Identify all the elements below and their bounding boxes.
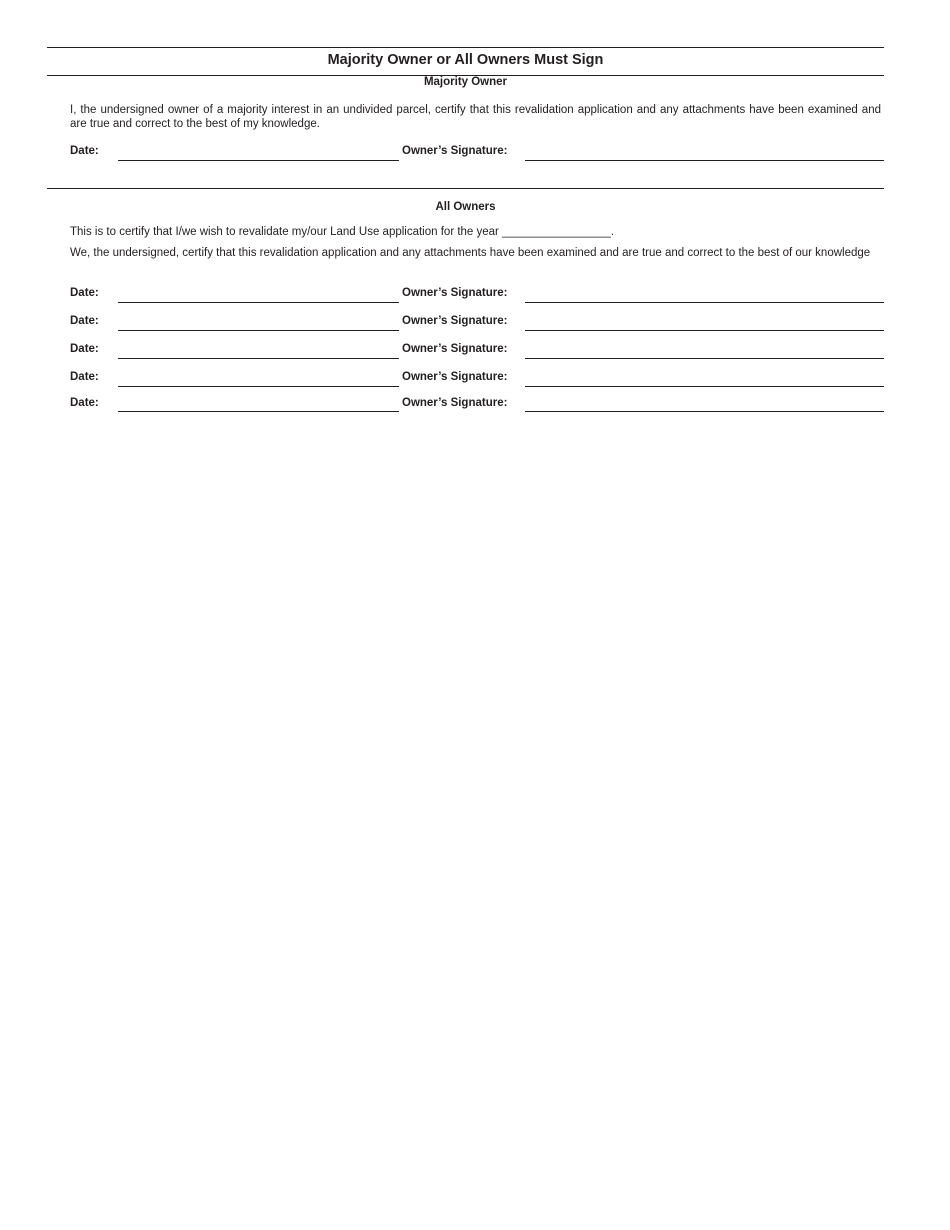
date-label: Date: [70,145,99,157]
date-label: Date: [70,343,99,355]
owner-signature-label: Owner’s Signature: [402,343,508,355]
date-field[interactable] [118,330,399,331]
owner-signature-label: Owner’s Signature: [402,145,508,157]
owner-signature-field[interactable] [525,386,884,387]
date-label: Date: [70,371,99,383]
date-field[interactable] [118,160,399,161]
owner-signature-label: Owner’s Signature: [402,371,508,383]
section-divider [47,188,884,189]
owner-signature-field[interactable] [525,330,884,331]
page-title: Majority Owner or All Owners Must Sign [327,52,604,68]
owner-signature-field[interactable] [525,358,884,359]
majority-owner-heading: Majority Owner [423,76,508,88]
date-label: Date: [70,287,99,299]
owner-signature-label: Owner’s Signature: [402,315,508,327]
owner-signature-field[interactable] [525,160,884,161]
owner-signature-field[interactable] [525,302,884,303]
owner-signature-label: Owner’s Signature: [402,287,508,299]
owner-signature-label: Owner’s Signature: [402,397,508,409]
date-field[interactable] [118,358,399,359]
top-rule [47,47,884,48]
date-field[interactable] [118,411,399,412]
all-owners-heading: All Owners [435,201,496,213]
revalidate-statement: This is to certify that I/we wish to revalidate my/our Land Use application for the year _________________. [70,226,615,238]
all-owners-certification: We, the undersigned, certify that this revalidation application and any attachments have been examined and are true and correct to the best of our knowledge [70,247,871,259]
majority-owner-certification: I, the undersigned owner of a majority interest in an undivided parcel, certify that this revalidation application and any attachments have been examined and are true and correct to the best of my knowledge. [70,104,881,130]
owner-signature-field[interactable] [525,411,884,412]
date-field[interactable] [118,386,399,387]
date-label: Date: [70,315,99,327]
date-field[interactable] [118,302,399,303]
date-label: Date: [70,397,99,409]
